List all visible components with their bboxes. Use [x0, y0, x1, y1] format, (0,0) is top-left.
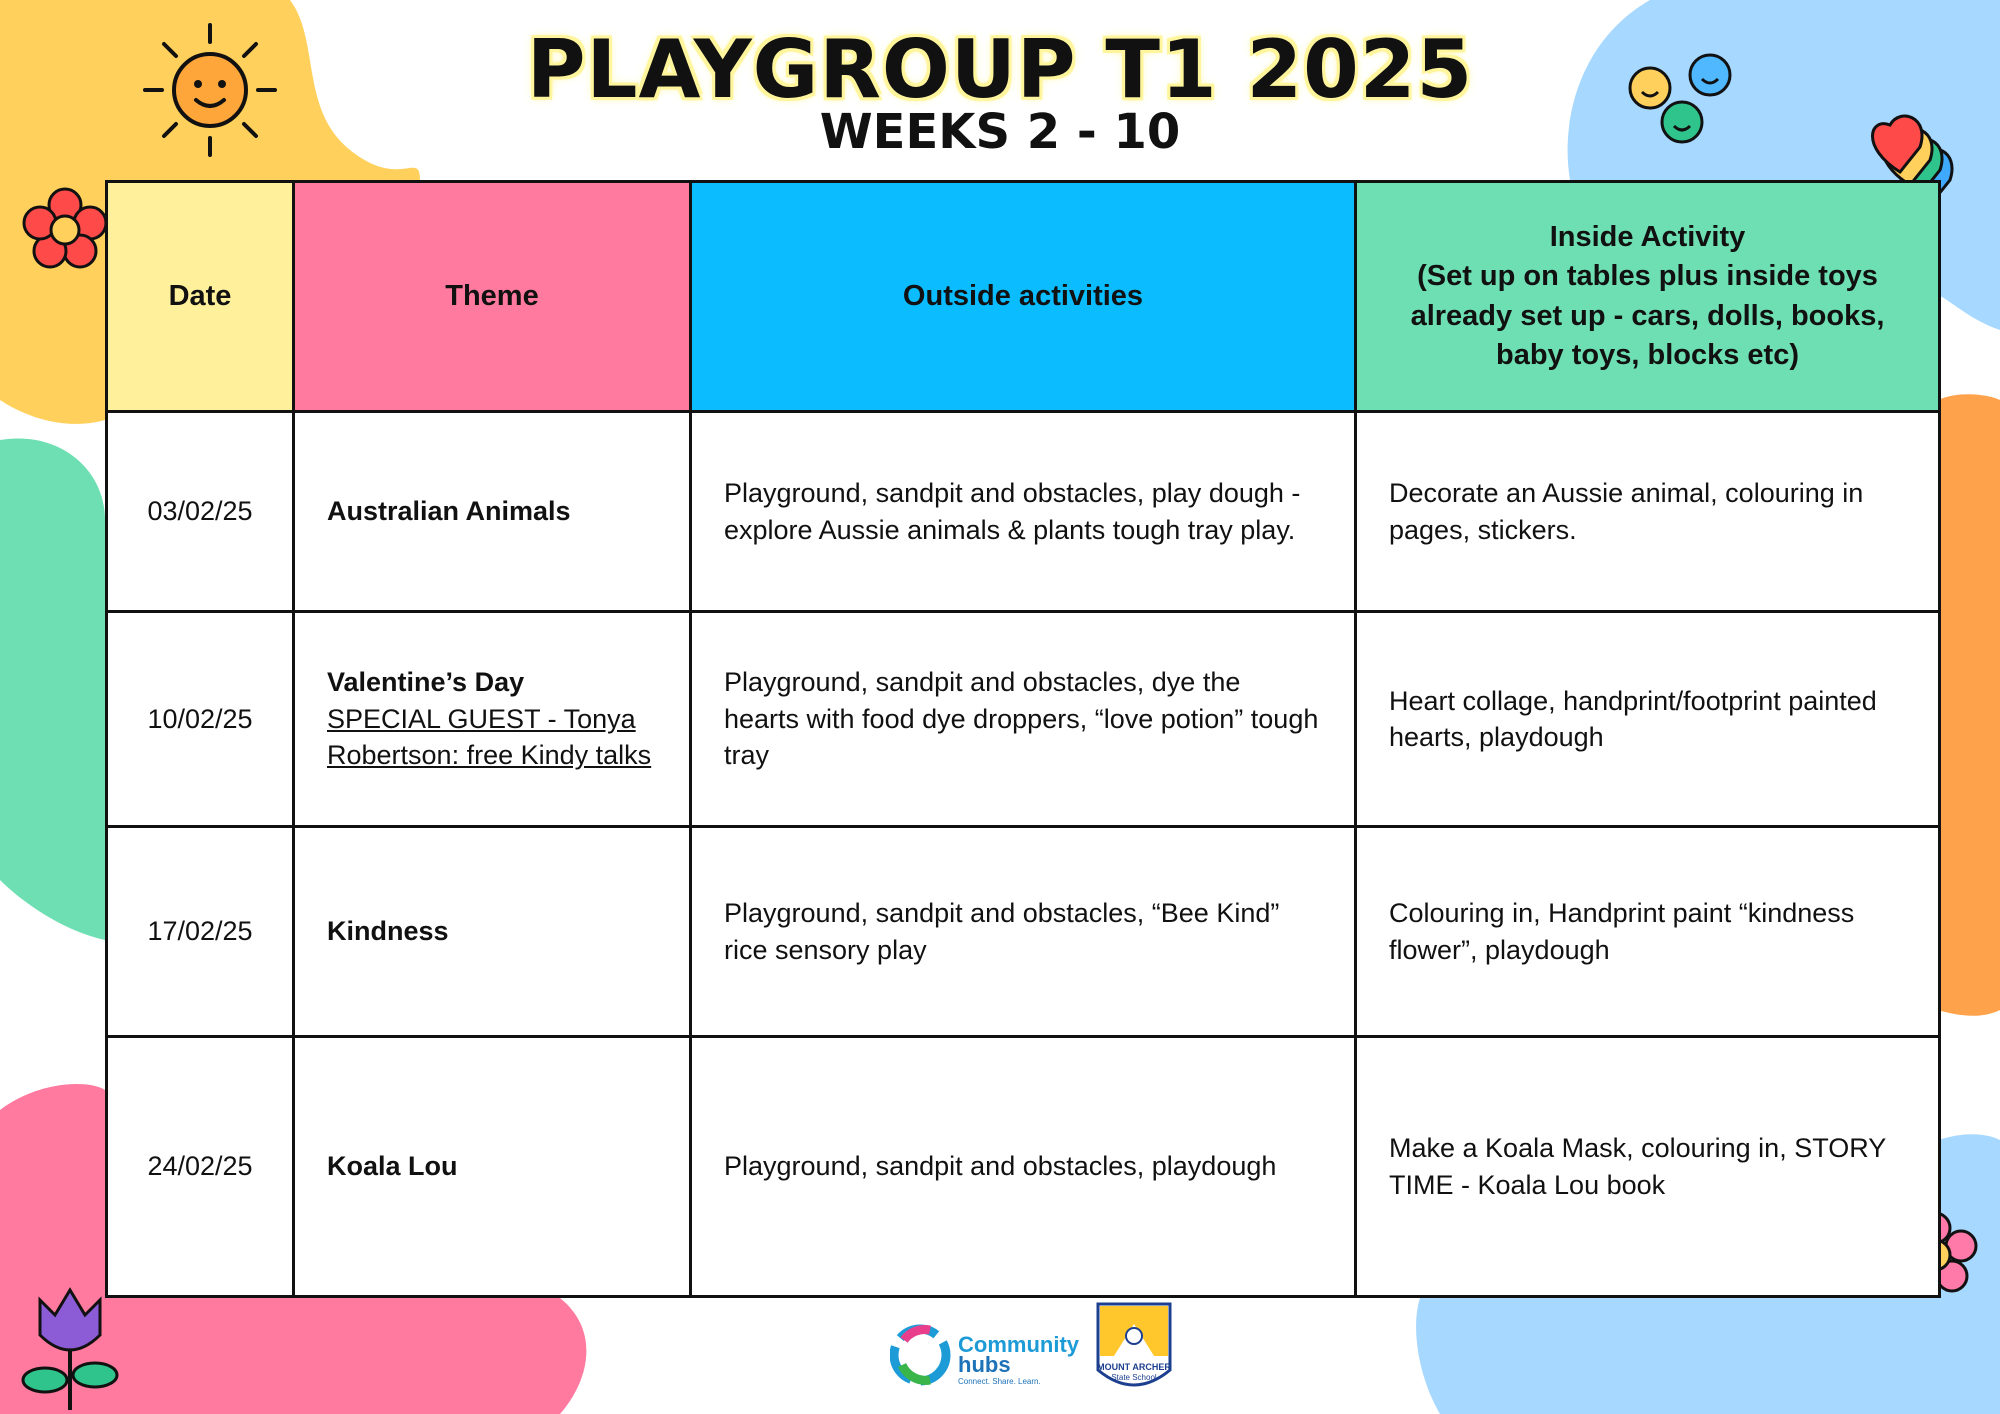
mount-archer-school-crest: [1094, 1300, 1174, 1410]
page-title: PLAYGROUP T1 2025: [526, 23, 1474, 116]
inside-cell: Heart collage, handprint/footprint painted hearts, playdough: [1356, 612, 1940, 827]
special-guest-note: SPECIAL GUEST - Tonya Robertson: free Kindy talks: [327, 703, 652, 771]
outside-cell: Playground, sandpit and obstacles, play dough - explore Aussie animals & plants tough tray play.: [691, 412, 1356, 612]
page-subtitle: WEEKS 2 - 10: [819, 104, 1181, 160]
community-hubs-tagline: Connect. Share. Learn.: [958, 1377, 1041, 1386]
date-cell: 17/02/25: [107, 827, 294, 1037]
footer-logos: [890, 1300, 1190, 1410]
outside-cell: Playground, sandpit and obstacles, playdough: [691, 1037, 1356, 1297]
theme-cell: [294, 412, 691, 612]
inside-cell: Decorate an Aussie animal, colouring in pages, stickers.: [1356, 412, 1940, 612]
theme-title: Australian Animals: [327, 496, 571, 527]
theme-cell: [294, 612, 691, 827]
outside-cell: Playground, sandpit and obstacles, dye the hearts with food dye droppers, “love potion” tough tray: [691, 612, 1356, 827]
community-hubs-logo: [890, 1300, 1090, 1410]
community-hubs-name-line1: Community: [958, 1332, 1079, 1357]
orange-blob-right: [1938, 394, 2000, 1016]
flower-icon-left: [20, 185, 110, 275]
theme-cell: [294, 827, 691, 1037]
green-blob-left: [0, 438, 105, 940]
table-row: [107, 412, 1940, 612]
schedule-table: [105, 180, 1941, 1298]
date-cell: 03/02/25: [107, 412, 294, 612]
school-name-line2: State School: [1111, 1373, 1157, 1382]
column-header-inside: Inside Activity (Set up on tables plus inside toys already set up - cars, dolls, books, baby toys, blocks etc): [1356, 182, 1940, 412]
date-cell: 24/02/25: [107, 1037, 294, 1297]
table-header-row: [107, 182, 1940, 412]
outside-cell: Playground, sandpit and obstacles, “Bee Kind” rice sensory play: [691, 827, 1356, 1037]
column-header-date: Date: [107, 182, 294, 412]
theme-title: Valentine’s Day: [327, 667, 525, 698]
column-header-outside: Outside activities: [691, 182, 1356, 412]
table-row: [107, 827, 1940, 1037]
theme-title: Kindness: [327, 916, 449, 947]
column-header-theme: Theme: [294, 182, 691, 412]
tulip-icon: [15, 1280, 125, 1410]
theme-cell: [294, 1037, 691, 1297]
table-row: [107, 1037, 1940, 1297]
table-row: [107, 612, 1940, 827]
inside-cell: Colouring in, Handprint paint “kindness flower”, playdough: [1356, 827, 1940, 1037]
school-name-line1: MOUNT ARCHER: [1097, 1362, 1171, 1372]
theme-title: Koala Lou: [327, 1151, 458, 1182]
community-hubs-name-line2: hubs: [958, 1352, 1011, 1377]
inside-cell: Make a Koala Mask, colouring in, STORY TIME - Koala Lou book: [1356, 1037, 1940, 1297]
date-cell: 10/02/25: [107, 612, 294, 827]
